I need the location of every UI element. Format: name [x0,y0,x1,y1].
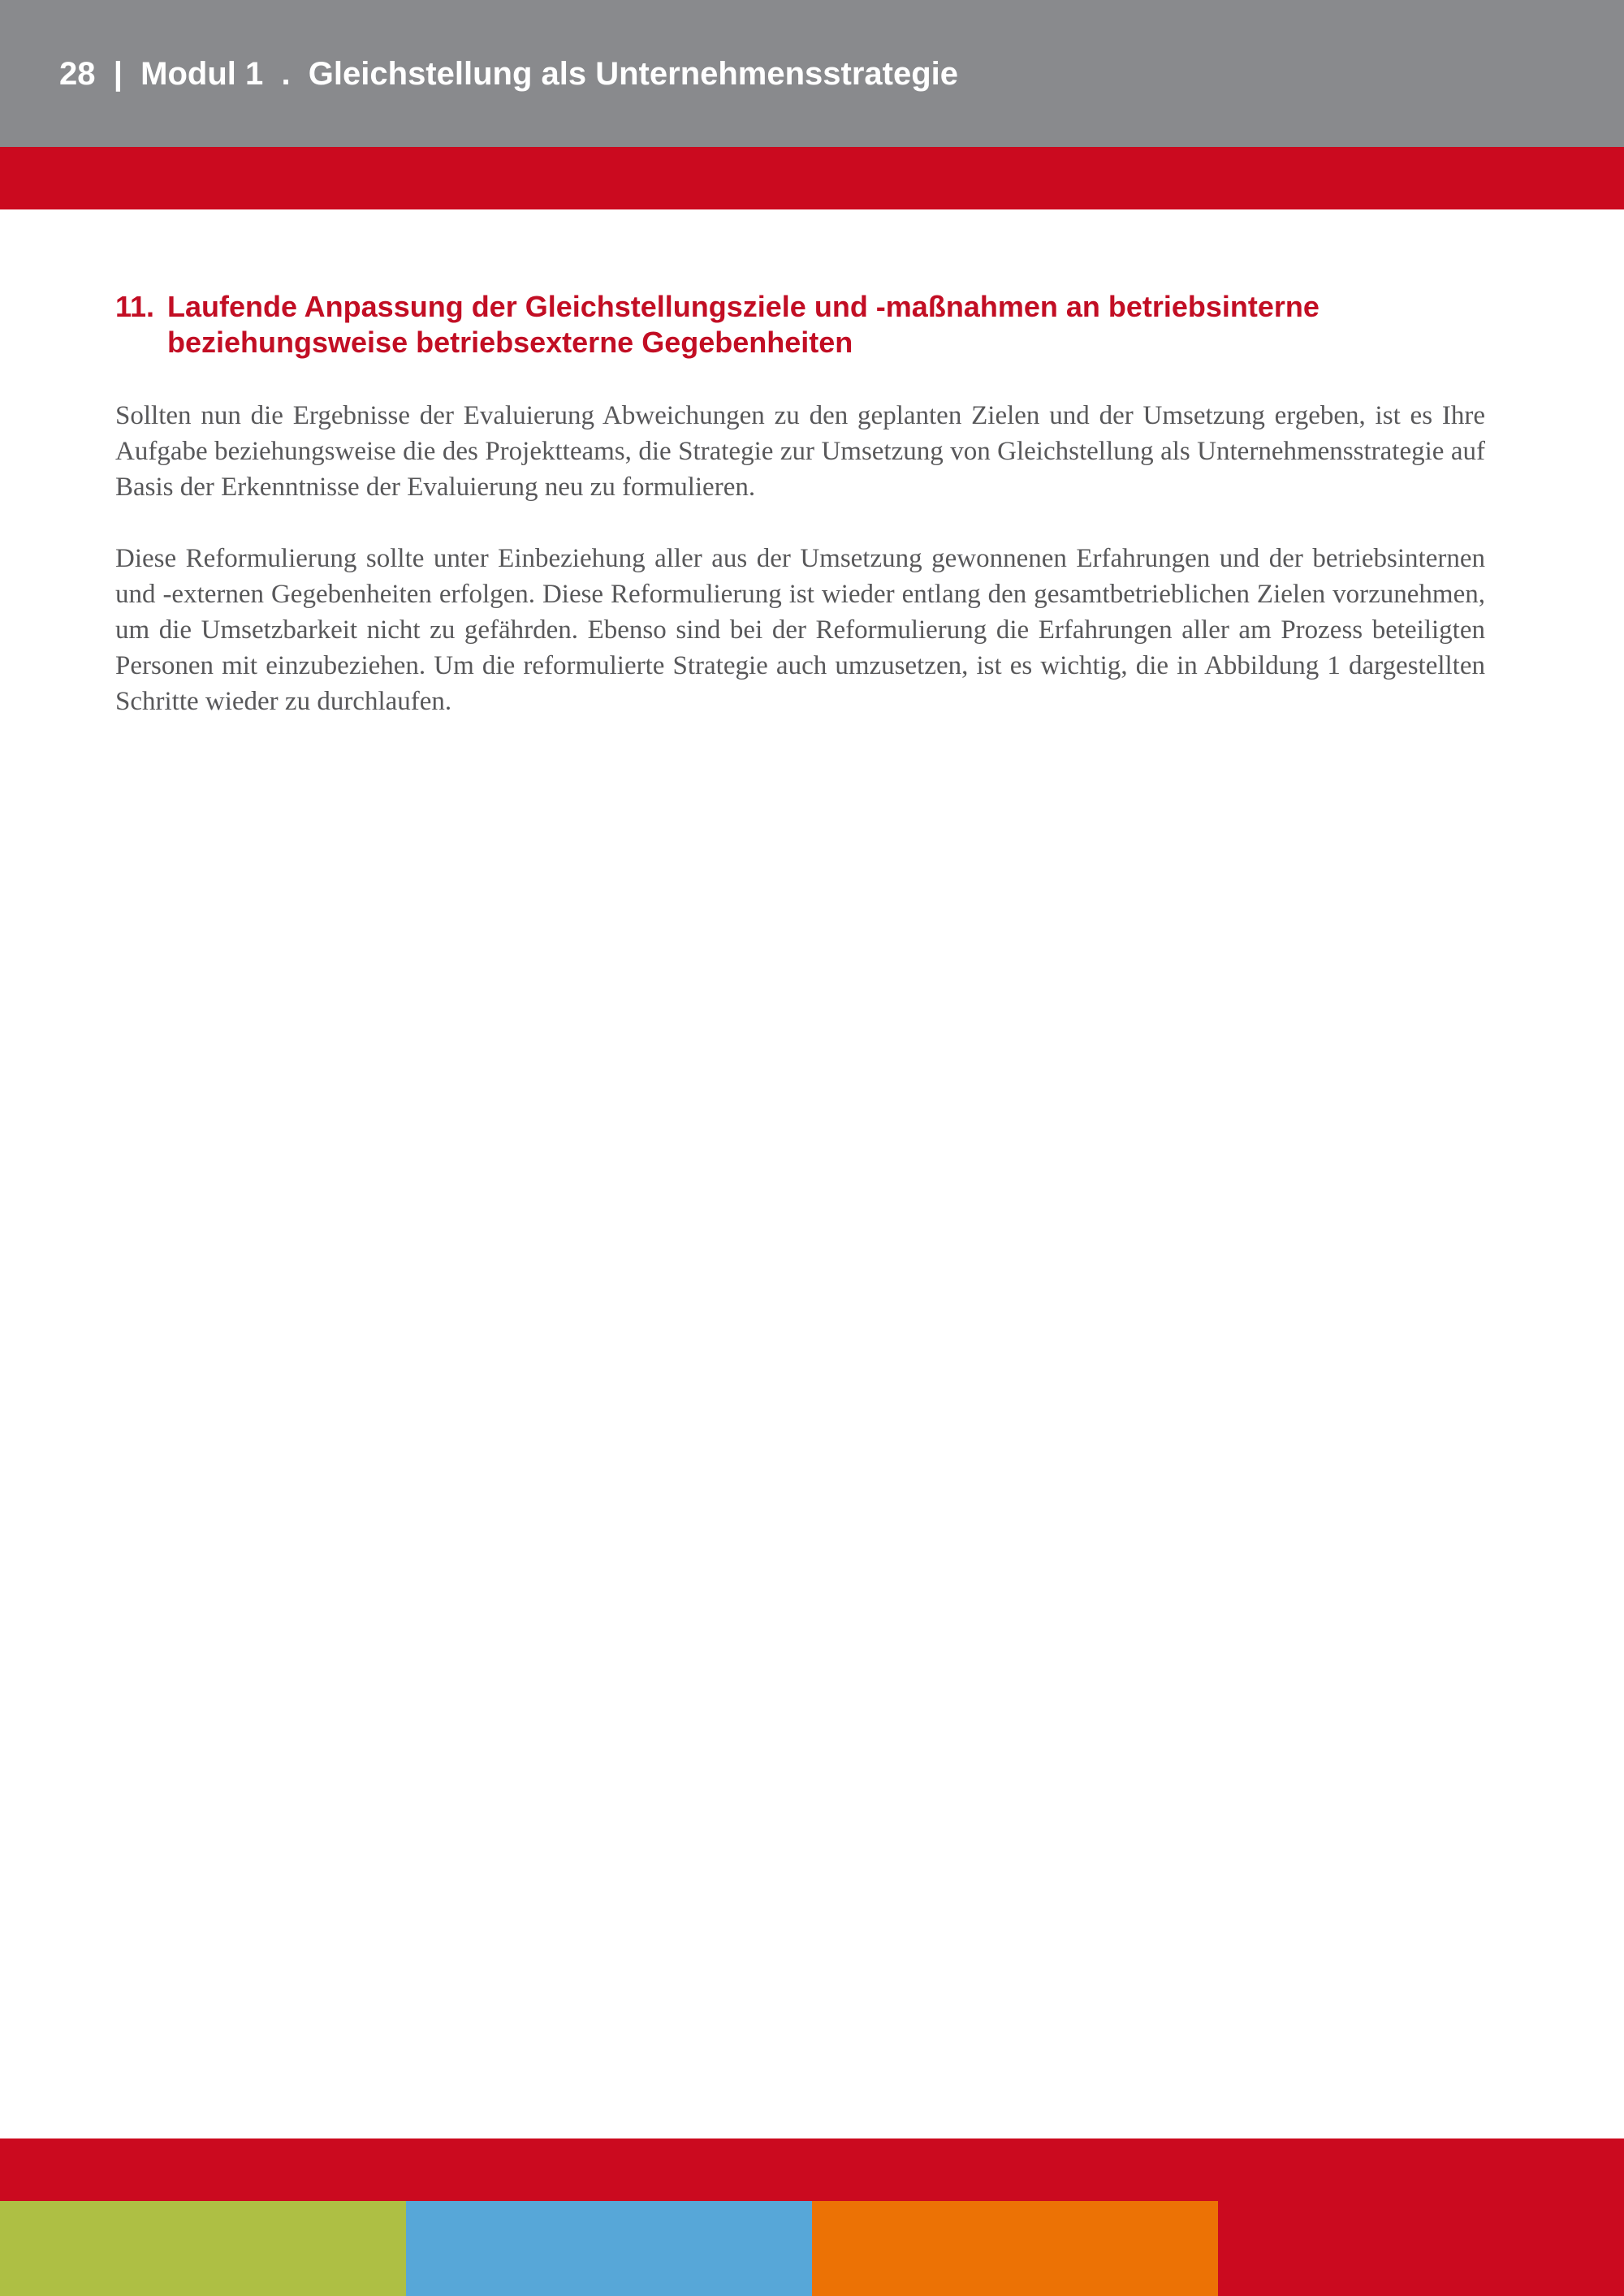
header-accent-band [0,147,1624,209]
section-number: 11. [115,290,155,323]
body-paragraph-1: Sollten nun die Ergebnisse der Evaluierung Abweichungen zu den geplanten Zielen und der Umsetzung ergeben, ist es Ihre Aufgabe beziehungsweise die des Projektteams, die Strategie zur Umsetzung von Gleichstellung als Unternehmensstrategie auf Basis der Erkenntnisse der Evaluierung neu zu formulieren. [115,401,1485,502]
section-title: Laufende Anpassung der Gleichstellungsziele und -maßnahmen an betriebsinterne beziehungsweise betriebsexterne Gegebenheiten [167,290,1320,359]
footer-color-block-orange [812,2201,1218,2296]
footer-color-block-green [0,2201,406,2296]
footer-color-block-red [1218,2201,1624,2296]
section-heading [115,289,1485,360]
body-paragraph-2: Diese Reformulierung sollte unter Einbeziehung aller aus der Umsetzung gewonnenen Erfahrungen und der betriebsinternen und -externen Gegebenheiten erfolgen. Diese Reformulierung ist wieder entlang den gesamtbetrieblichen Zielen vorzunehmen, um die Umsetzbarkeit nicht zu gefährden. Ebenso sind bei der Reformulierung die Erfahrungen aller am Prozess beteiligten Personen mit einzubeziehen. Um die reformulierte Strategie auch umzusetzen, ist es wichtig, die in Abbildung 1 dargestellten Schritte wieder zu durchlaufen. [115,544,1485,716]
header-bar [0,0,1624,147]
footer-accent-band [0,2138,1624,2201]
main-content [115,289,1485,755]
page-header-title: 28 | Modul 1 . Gleichstellung als Unternehmensstrategie [59,56,959,92]
footer-color-block-blue [406,2201,812,2296]
